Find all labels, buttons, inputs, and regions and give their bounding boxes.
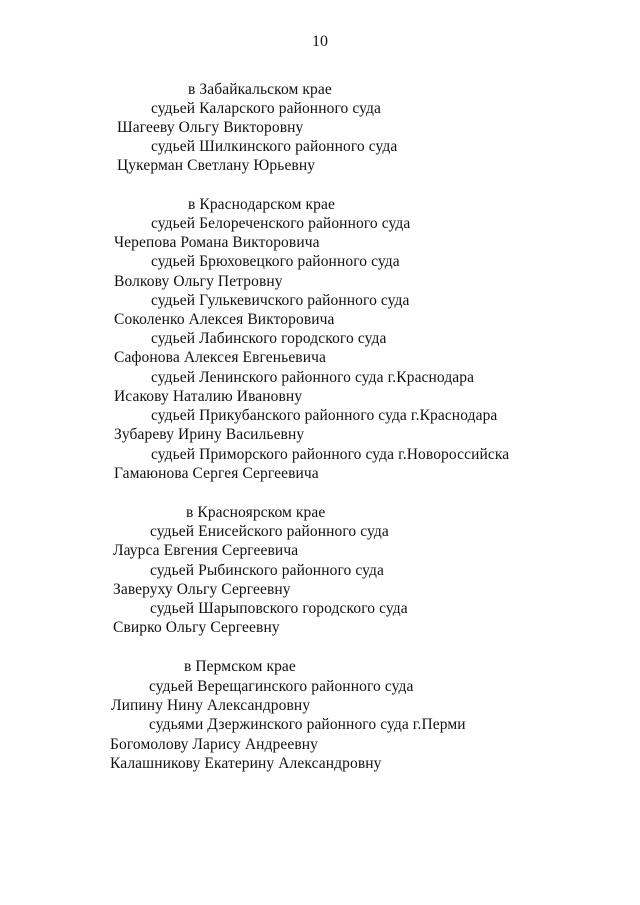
judge-name: Черепова Романа Викторовича [114, 234, 320, 251]
court-line: судьей Прикубанского районного суда г.Краснодара [151, 407, 498, 424]
court-line: судьей Белореченского районного суда [151, 215, 411, 232]
court-line: судьей Енисейского районного суда [150, 523, 389, 540]
judge-name: Заверуху Ольгу Сергеевну [113, 581, 291, 598]
page-number: 10 [312, 33, 328, 50]
court-line: судьей Шарыповского городского суда [150, 600, 408, 617]
court-line: судьей Каларского районного суда [151, 100, 381, 117]
court-line: судьей Брюховецкого районного суда [151, 253, 400, 270]
court-line: судьей Верещагинского районного суда [149, 678, 414, 695]
judge-name: Волкову Ольгу Петровну [114, 273, 283, 290]
region-heading: в Красноярском крае [186, 504, 326, 521]
judge-name: Сафонова Алексея Евгеньевича [114, 349, 326, 366]
judge-name: Шагееву Ольгу Викторовну [117, 119, 304, 136]
court-line: судьей Гулькевичского районного суда [151, 292, 410, 309]
region-heading: в Краснодарском крае [188, 196, 335, 213]
judge-name: Липину Нину Александровну [111, 697, 311, 714]
court-line: судьей Ленинского районного суда г.Краснодара [151, 369, 475, 386]
court-line: судьей Рыбинского районного суда [150, 562, 384, 579]
judge-name: Свирко Ольгу Сергеевну [113, 619, 280, 636]
judge-name: Исакову Наталию Ивановну [114, 388, 303, 405]
judge-name: Соколенко Алексея Викторовича [114, 311, 335, 328]
court-line: судьей Лабинского городского суда [151, 330, 387, 347]
judge-name: Богомолову Ларису Андреевну [110, 736, 319, 753]
court-line: судьями Дзержинского районного суда г.Перми [149, 716, 466, 733]
region-heading: в Пермском крае [184, 658, 296, 675]
judge-name: Зубареву Ирину Васильевну [114, 426, 305, 443]
region-heading: в Забайкальском крае [188, 81, 332, 98]
court-line: судьей Приморского районного суда г.Новороссийска [151, 446, 510, 463]
judge-name: Цукерман Светлану Юрьевну [117, 157, 316, 174]
judge-name: Гамаюнова Сергея Сергеевича [114, 465, 319, 482]
judge-name: Лаурса Евгения Сергеевича [113, 542, 299, 559]
judge-name: Калашникову Екатерину Александровну [110, 755, 382, 772]
court-line: судьей Шилкинского районного суда [151, 138, 398, 155]
